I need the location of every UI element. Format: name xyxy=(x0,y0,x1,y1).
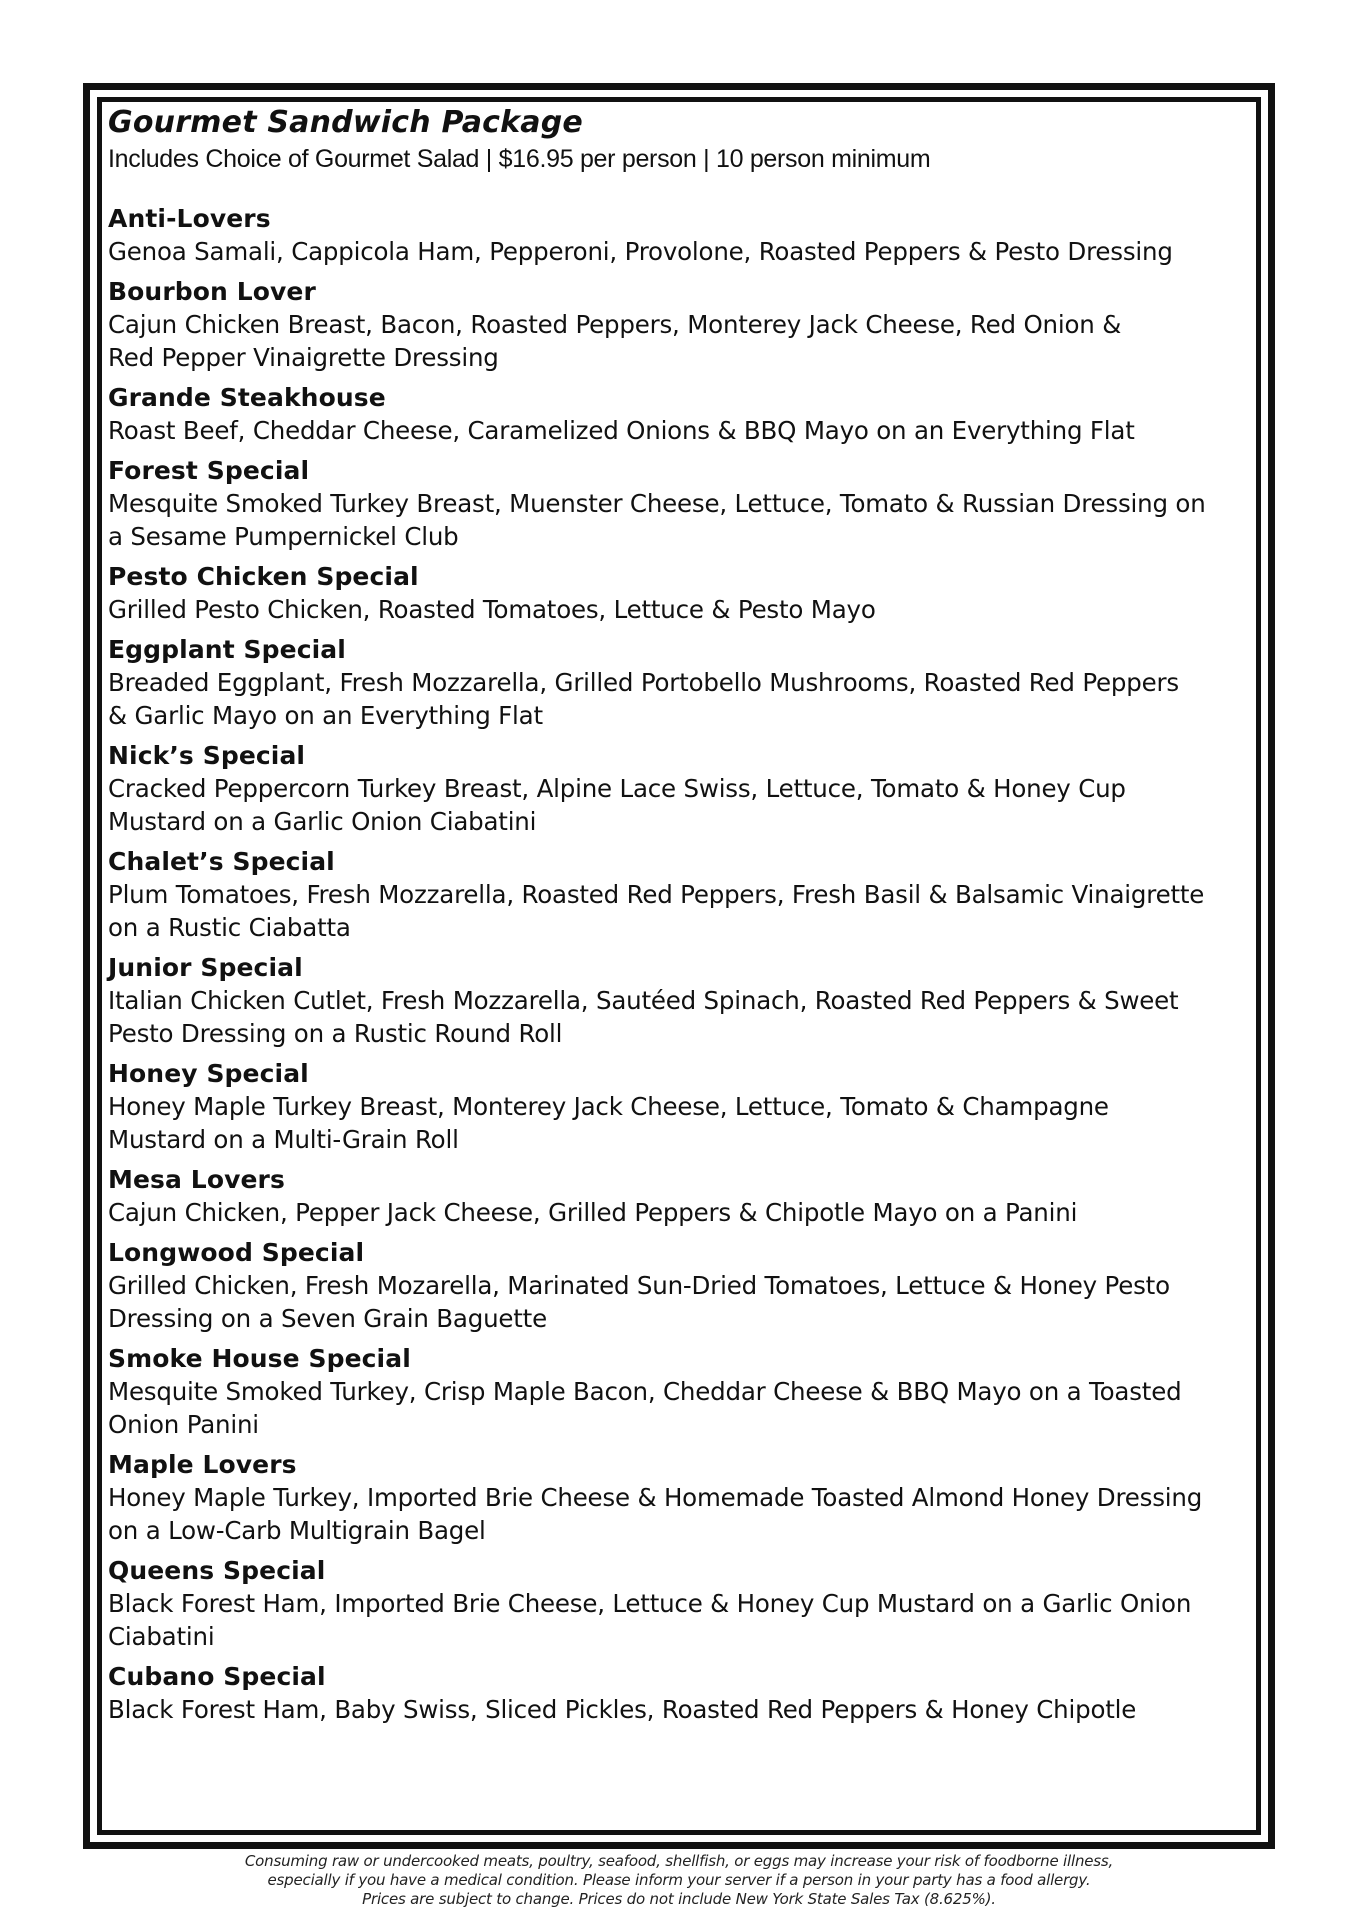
item-description-line: Breaded Eggplant, Fresh Mozzarella, Grilled Portobello Mushrooms, Roasted Red Peppers xyxy=(108,668,1179,697)
item-name: Anti-Lovers xyxy=(108,204,271,233)
item-name: Mesa Lovers xyxy=(108,1165,285,1194)
item-description-line: Mustard on a Multi-Grain Roll xyxy=(108,1125,459,1154)
item-name: Honey Special xyxy=(108,1059,309,1088)
item-description-line: Genoa Samali, Cappicola Ham, Pepperoni, Provolone, Roasted Peppers & Pesto Dressing xyxy=(108,237,1173,266)
item-description-line: Red Pepper Vinaigrette Dressing xyxy=(108,343,499,372)
item-description-line: Dressing on a Seven Grain Baguette xyxy=(108,1304,547,1333)
item-description-line: Pesto Dressing on a Rustic Round Roll xyxy=(108,1019,563,1048)
menu-item xyxy=(108,740,1228,838)
sandwich-list xyxy=(108,203,1228,1726)
item-description-line: Honey Maple Turkey Breast, Monterey Jack Cheese, Lettuce, Tomato & Champagne xyxy=(108,1092,1109,1121)
disclaimer-line: especially if you have a medical condition. Please inform your server if a person in your party has a food allergy. xyxy=(267,1871,1091,1889)
menu-item xyxy=(108,382,1228,447)
item-description-line: Black Forest Ham, Imported Brie Cheese, Lettuce & Honey Cup Mustard on a Garlic Onion xyxy=(108,1589,1192,1618)
menu-item xyxy=(108,952,1228,1050)
item-description-line: Roast Beef, Cheddar Cheese, Caramelized Onions & BBQ Mayo on an Everything Flat xyxy=(108,416,1135,445)
menu-item xyxy=(108,1058,1228,1156)
menu-item xyxy=(108,203,1228,268)
menu-item xyxy=(108,561,1228,626)
item-name: Junior Special xyxy=(108,953,303,982)
disclaimer-line: Consuming raw or undercooked meats, poultry, seafood, shellfish, or eggs may increase your risk of foodborne illness, xyxy=(244,1852,1114,1870)
package-title: Gourmet Sandwich Package xyxy=(108,105,583,140)
item-description-line: Grilled Chicken, Fresh Mozarella, Marinated Sun-Dried Tomatoes, Lettuce & Honey Pesto xyxy=(108,1271,1170,1300)
item-description-line: & Garlic Mayo on an Everything Flat xyxy=(108,701,543,730)
menu-item xyxy=(108,634,1228,732)
item-name: Grande Steakhouse xyxy=(108,383,386,412)
disclaimer-line: Prices are subject to change. Prices do not include New York State Sales Tax (8.625%). xyxy=(362,1890,996,1908)
menu-item xyxy=(108,1237,1228,1335)
item-description-line: on a Rustic Ciabatta xyxy=(108,913,351,942)
disclaimer xyxy=(0,1852,1358,1909)
item-description-line: Ciabatini xyxy=(108,1622,215,1651)
item-description-line: Mesquite Smoked Turkey Breast, Muenster Cheese, Lettuce, Tomato & Russian Dressing on xyxy=(108,489,1206,518)
menu-item xyxy=(108,846,1228,944)
menu-item xyxy=(108,455,1228,553)
item-name: Chalet’s Special xyxy=(108,847,335,876)
item-description-line: a Sesame Pumpernickel Club xyxy=(108,522,459,551)
item-description-line: Mustard on a Garlic Onion Ciabatini xyxy=(108,807,537,836)
menu-item xyxy=(108,1164,1228,1229)
item-description-line: on a Low-Carb Multigrain Bagel xyxy=(108,1516,486,1545)
item-description-line: Mesquite Smoked Turkey, Crisp Maple Bacon, Cheddar Cheese & BBQ Mayo on a Toasted xyxy=(108,1377,1182,1406)
item-description-line: Grilled Pesto Chicken, Roasted Tomatoes, Lettuce & Pesto Mayo xyxy=(108,595,876,624)
item-name: Eggplant Special xyxy=(108,635,346,664)
menu-item xyxy=(108,1661,1228,1726)
menu-content xyxy=(108,105,1228,1734)
item-description-line: Plum Tomatoes, Fresh Mozzarella, Roasted Red Peppers, Fresh Basil & Balsamic Vinaigrette xyxy=(108,880,1205,909)
menu-item xyxy=(108,276,1228,374)
item-description-line: Cajun Chicken, Pepper Jack Cheese, Grilled Peppers & Chipotle Mayo on a Panini xyxy=(108,1198,1078,1227)
item-name: Nick’s Special xyxy=(108,741,306,770)
item-name: Forest Special xyxy=(108,456,310,485)
item-name: Pesto Chicken Special xyxy=(108,562,419,591)
item-description-line: Cajun Chicken Breast, Bacon, Roasted Peppers, Monterey Jack Cheese, Red Onion & xyxy=(108,310,1122,339)
item-description-line: Italian Chicken Cutlet, Fresh Mozzarella, Sautéed Spinach, Roasted Red Peppers & Sweet xyxy=(108,986,1179,1015)
item-description-line: Cracked Peppercorn Turkey Breast, Alpine Lace Swiss, Lettuce, Tomato & Honey Cup xyxy=(108,774,1126,803)
item-name: Longwood Special xyxy=(108,1238,365,1267)
item-description-line: Black Forest Ham, Baby Swiss, Sliced Pickles, Roasted Red Peppers & Honey Chipotle xyxy=(108,1695,1137,1724)
package-subtitle: Includes Choice of Gourmet Salad | $16.95 per person | 10 person minimum xyxy=(108,145,931,173)
item-description-line: Honey Maple Turkey, Imported Brie Cheese & Homemade Toasted Almond Honey Dressing xyxy=(108,1483,1203,1512)
menu-item xyxy=(108,1555,1228,1653)
item-name: Queens Special xyxy=(108,1556,326,1585)
item-name: Maple Lovers xyxy=(108,1450,297,1479)
item-name: Bourbon Lover xyxy=(108,277,316,306)
menu-item xyxy=(108,1343,1228,1441)
menu-item xyxy=(108,1449,1228,1547)
item-name: Smoke House Special xyxy=(108,1344,411,1373)
item-name: Cubano Special xyxy=(108,1662,326,1691)
item-description-line: Onion Panini xyxy=(108,1410,259,1439)
